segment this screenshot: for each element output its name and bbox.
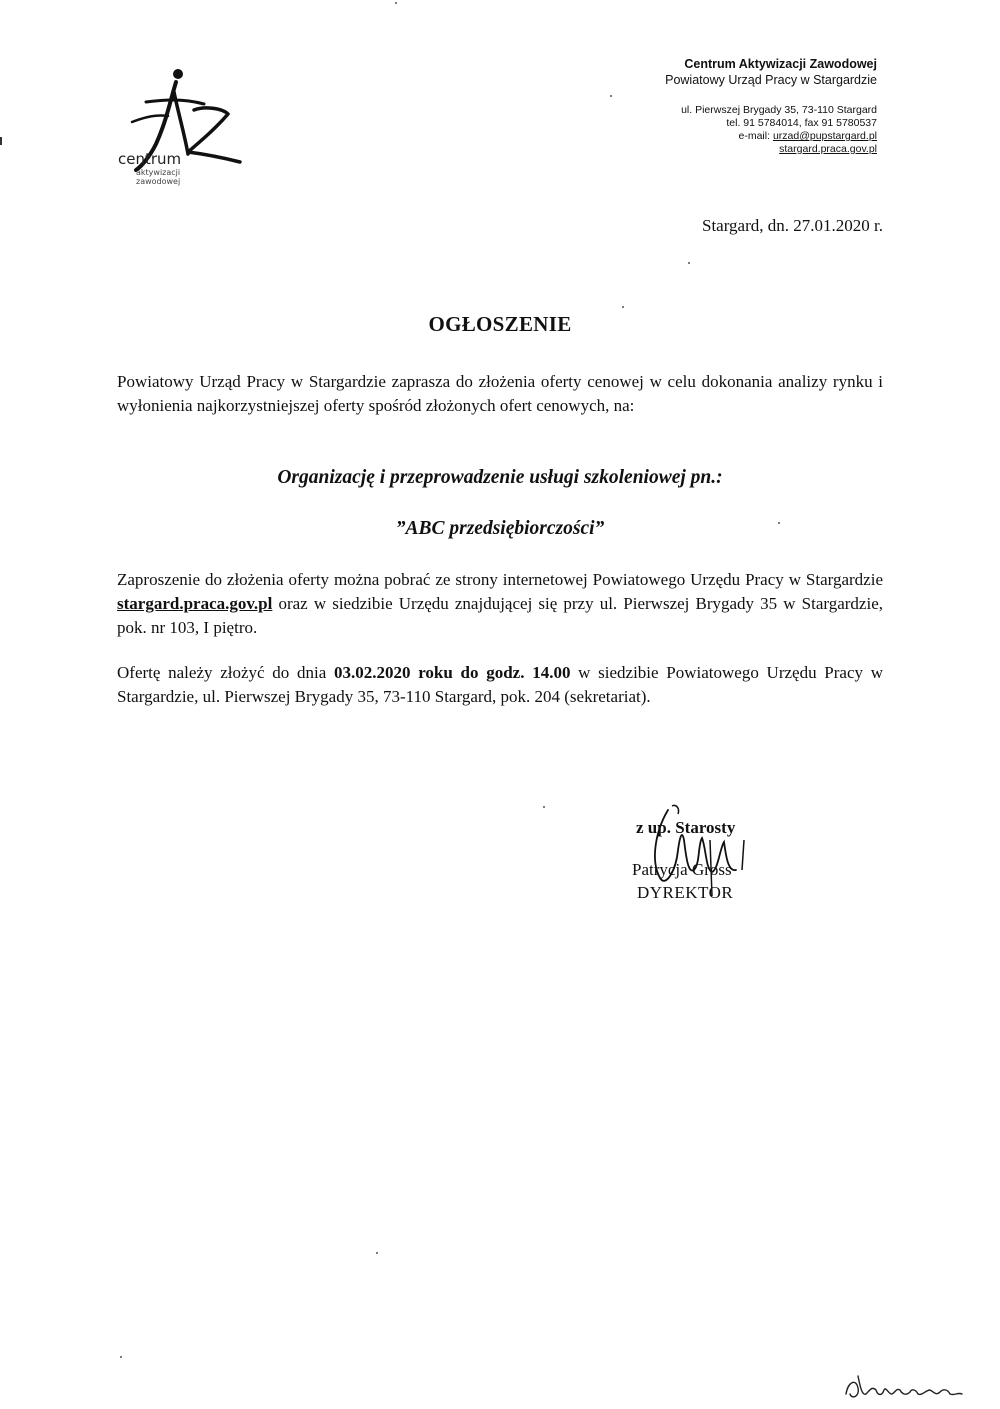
invitation-text: oraz w siedzibie Urzędu znajdującej się przy ul. Pierwszej Brygady 35 w Stargardzie, pok. nr 103, I piętro. [117, 594, 883, 637]
org-address: ul. Pierwszej Brygady 35, 73-110 Stargard [681, 104, 877, 116]
scan-speck [622, 306, 624, 308]
org-subtitle: Powiatowy Urząd Pracy w Stargardzie [665, 73, 877, 87]
intro-paragraph: Powiatowy Urząd Pracy w Stargardzie zaprasza do złożenia oferty cenowej w celu dokonania analizy rynku i wyłonienia najkorzystniejszej oferty spośród złożonych ofert cenowych, na: [117, 372, 883, 415]
logo-subtitle: zawodowej [136, 177, 181, 186]
scan-edge-mark [0, 137, 2, 145]
signature-icon [632, 800, 752, 900]
email-link[interactable]: urzad@pupstargard.pl [772, 130, 877, 142]
org-phone: tel. 91 5784014, fax 91 5780537 [726, 117, 877, 129]
invitation-paragraph [117, 568, 883, 640]
signature-authority: z up. Starosty [636, 818, 736, 837]
paraph-icon [840, 1368, 970, 1404]
deadline-text: Ofertę należy złożyć do dnia [117, 663, 334, 682]
org-name: Centrum Aktywizacji Zawodowej [684, 57, 877, 71]
invitation-text: Zaproszenie do złożenia oferty można pobrać ze strony internetowej Powiatowego Urzędu Pracy w Stargardzie [117, 570, 883, 589]
scan-speck [543, 806, 545, 808]
website-link[interactable]: stargard.praca.gov.pl [117, 594, 273, 613]
scan-speck [120, 1356, 122, 1358]
email-label: e-mail: [738, 130, 773, 142]
deadline-text: w siedzibie Powiatowego Urzędu Pracy w Stargardzie, ul. Pierwszej Brygady 35, 73-110 Stargard, pok. 204 (sekretariat). [117, 663, 883, 706]
scan-speck [395, 2, 397, 4]
signature-title: DYREKTOR [637, 883, 734, 902]
deadline-paragraph [117, 661, 883, 709]
website-link[interactable]: stargard.praca.gov.pl [779, 143, 877, 155]
scan-speck [376, 1252, 378, 1254]
scan-speck [610, 95, 612, 97]
deadline-date: 03.02.2020 roku do godz. 14.00 [333, 663, 571, 682]
logo-word: centrum [118, 150, 182, 168]
logo-subtitle: aktywizacji [136, 168, 181, 177]
scan-speck [778, 522, 780, 524]
org-email-line [739, 130, 878, 143]
signature-name: Patrycja Gross [632, 860, 732, 879]
subject-heading: Organizację i przeprowadzenie usługi szkoleniowej pn.: [277, 467, 723, 488]
scan-speck [688, 262, 690, 264]
document-title: OGŁOSZENIE [428, 312, 572, 336]
subject-name: ”ABC przedsiębiorczości” [395, 518, 605, 539]
document-date: Stargard, dn. 27.01.2020 r. [701, 216, 883, 235]
